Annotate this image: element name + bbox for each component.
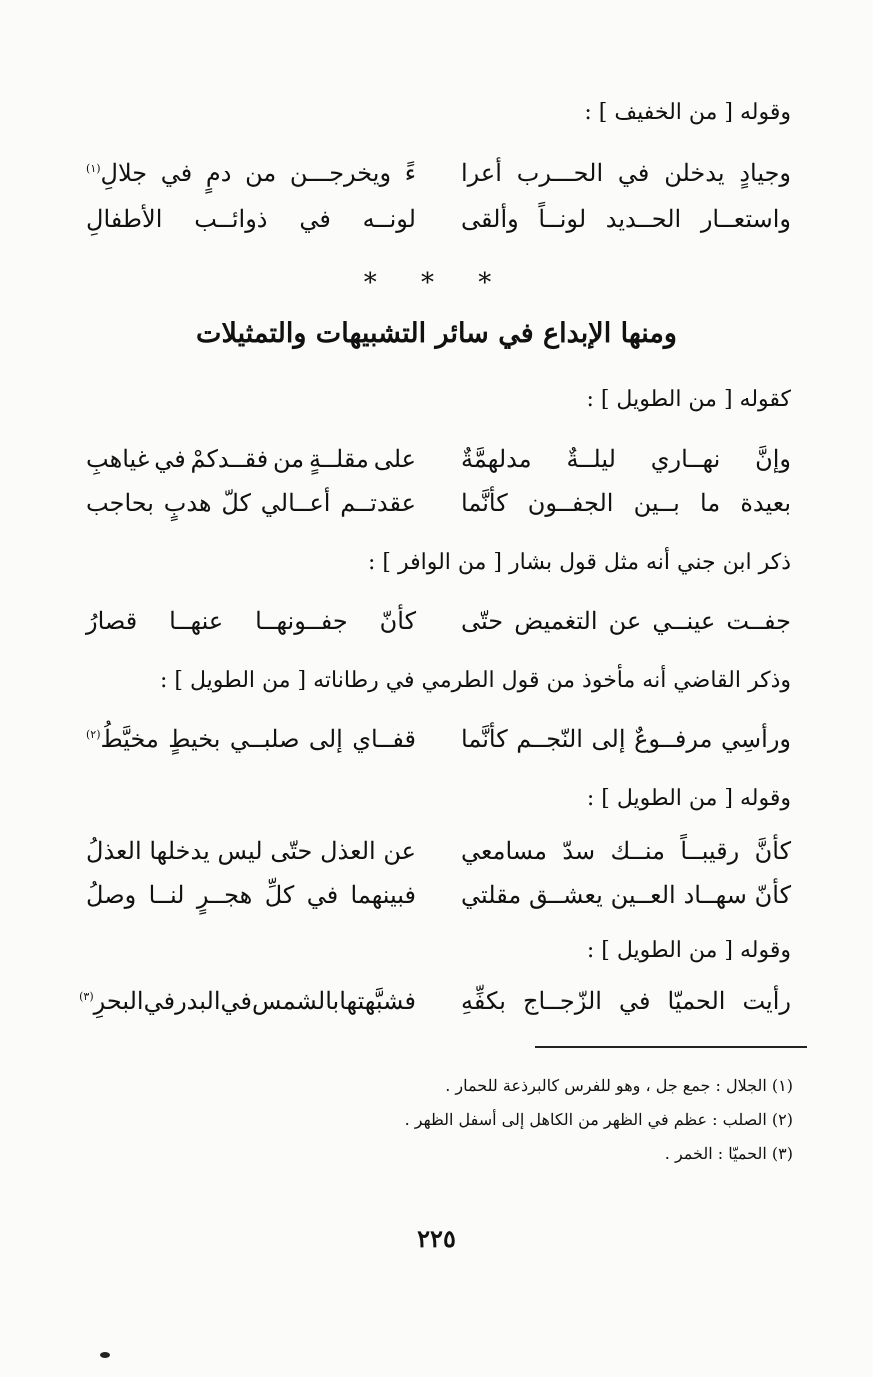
word: وجيادٍ — [739, 159, 791, 187]
word: دمٍ — [205, 159, 232, 187]
word: بالشمس — [252, 987, 340, 1015]
footnote: (٣) الحميّا : الخمر . — [664, 1144, 793, 1163]
word: إلى — [308, 725, 343, 753]
word: العذلُ — [86, 837, 142, 865]
first-hemistich — [461, 832, 791, 870]
word: كأنّ — [379, 607, 416, 635]
word: منــك — [610, 837, 665, 865]
first-hemistich — [461, 484, 791, 522]
word: الحـــرب — [516, 159, 604, 187]
word: كأنَّما — [461, 489, 508, 517]
verse-line — [86, 484, 791, 522]
first-hemistich — [461, 876, 791, 914]
word: في — [299, 205, 331, 233]
word: ءً — [404, 159, 416, 187]
word: وألقى — [461, 205, 519, 233]
word: قصارُ — [86, 607, 138, 635]
verse-line — [86, 200, 791, 238]
word: يدخلن — [664, 159, 725, 187]
second-hemistich: فشبَّهتها بالشمس في البدر في البحرِ(٣) — [86, 982, 416, 1020]
intro-line: وقوله [ من الخفيف ] : — [584, 100, 791, 125]
word: في — [160, 159, 193, 187]
word: بحاجب — [86, 489, 154, 517]
word: من — [273, 445, 305, 473]
second-hemistich — [86, 602, 416, 640]
word: فشبَّهتها — [339, 987, 416, 1015]
footnote-divider — [535, 1046, 807, 1048]
word: حتّى — [270, 837, 313, 865]
word: كلِّ — [264, 881, 295, 909]
verse-line — [86, 440, 791, 478]
word: رقيبــاً — [680, 837, 740, 865]
section-separator: * * * — [363, 268, 510, 298]
word: مسامعي — [461, 837, 548, 865]
word: من — [245, 159, 277, 187]
word: التغميض — [514, 607, 598, 635]
word: ورأسِي — [721, 725, 791, 753]
word: الأطفالِ — [86, 205, 163, 233]
word: في — [143, 987, 176, 1015]
word: مدلهمَّةٌ — [461, 445, 532, 473]
word: في — [306, 881, 339, 909]
word: الجفــون — [527, 489, 614, 517]
word: كأنَّما — [461, 725, 508, 753]
word: عن — [383, 837, 416, 865]
word: ويخرجـــن — [289, 159, 392, 187]
word: واستعــار — [700, 205, 791, 233]
second-hemistich — [86, 876, 416, 914]
verse-line — [86, 154, 791, 192]
first-hemistich — [461, 602, 791, 640]
word: بــين — [633, 489, 680, 517]
word: عينــي — [652, 607, 716, 635]
word: حتّى — [461, 607, 504, 635]
word: النّجــم — [516, 725, 583, 753]
word: العذل — [320, 837, 376, 865]
word: هدبٍ — [163, 489, 212, 517]
intro-line: ذكر ابن جني أنه مثل قول بشار [ من الوافر ] : — [367, 550, 791, 575]
word: عنهــا — [169, 607, 224, 635]
word: بعيدة — [740, 489, 791, 517]
first-hemistich — [461, 154, 791, 192]
word: مقلــةٍ — [309, 445, 369, 473]
word: مخيَّطُ — [100, 725, 159, 753]
word: الحــديد — [605, 205, 682, 233]
word: مرفــوعٌ — [634, 725, 713, 753]
word: جلالِ — [100, 159, 148, 187]
word: ليس — [217, 837, 263, 865]
word: البدر — [175, 987, 221, 1015]
intro-line: كقوله [ من الطويل ] : — [586, 387, 791, 412]
word: ذوائــب — [194, 205, 268, 233]
word: لنــا — [148, 881, 185, 909]
verse-line — [86, 602, 791, 640]
word: صلبــي — [229, 725, 300, 753]
word: مقلتي — [461, 881, 522, 909]
word: هجــرٍ — [196, 881, 253, 909]
word: في — [154, 445, 186, 473]
word: ما — [700, 489, 721, 517]
word: لونــاً — [538, 205, 587, 233]
second-hemistich — [86, 440, 416, 478]
word: جفــونهــا — [255, 607, 348, 635]
word: على — [373, 445, 416, 473]
intro-line: وقوله [ من الطويل ] : — [586, 786, 791, 811]
footnote: (٢) الصلب : عظم في الظهر من الكاهل إلى أسفل الظهر . — [404, 1110, 793, 1129]
word: في — [619, 987, 651, 1015]
word: وإنَّ — [755, 445, 791, 473]
word: لونــه — [362, 205, 416, 233]
first-hemistich — [461, 440, 791, 478]
word: الحميّا — [667, 987, 726, 1015]
page-number: ٢٢٥ — [417, 1224, 456, 1253]
word: كأنّ — [754, 881, 791, 909]
word: يعشــق — [529, 881, 603, 909]
second-hemistich: ءً ويخرجـــن من دمٍ في جلالِ(١) — [86, 154, 416, 192]
word: جفــت — [726, 607, 791, 635]
intro-line: وقوله [ من الطويل ] : — [586, 938, 791, 963]
word: فبينهما — [350, 881, 416, 909]
word: في — [617, 159, 650, 187]
word: أعــالي — [260, 489, 331, 517]
second-hemistich: قفــاي إلى صلبــي بخيطٍ مخيَّطُ(٢) — [86, 720, 416, 758]
section-heading: ومنها الإبداع في سائر التشبيهات والتمثيلات — [196, 318, 677, 349]
word: الزّجــاج — [523, 987, 602, 1015]
word: وصلُ — [86, 881, 137, 909]
word: غياهبِ — [86, 445, 150, 473]
word: عن — [608, 607, 642, 635]
intro-line: وذكر القاضي أنه مأخوذ من قول الطرمي في رطاناته [ من الطويل ] : — [160, 668, 791, 693]
word: فقــدكمْ — [190, 445, 269, 473]
word: إلى — [591, 725, 626, 753]
word: بخيطٍ — [168, 725, 221, 753]
word: نهــاري — [650, 445, 721, 473]
first-hemistich — [461, 720, 791, 758]
footnote: (١) الجلال : جمع جل ، وهو للفرس كالبرذعة للحمار . — [445, 1076, 793, 1095]
word: بكفِّهِ — [461, 987, 506, 1015]
word: يدخلها — [149, 837, 210, 865]
word: أعرا — [461, 159, 502, 187]
word: كلّ — [221, 489, 251, 517]
second-hemistich — [86, 200, 416, 238]
first-hemistich — [461, 982, 791, 1020]
verse-line — [86, 876, 791, 914]
word: كأنَّ — [754, 837, 791, 865]
second-hemistich — [86, 484, 416, 522]
verse-line — [86, 832, 791, 870]
scan-speck — [100, 1352, 110, 1358]
word: البحرِ — [93, 987, 144, 1015]
word: في — [220, 987, 252, 1015]
word: سدّ — [562, 837, 596, 865]
verse-line — [79, 982, 791, 1020]
second-hemistich — [86, 832, 416, 870]
word: قفــاي — [352, 725, 416, 753]
word: عقدتــم — [340, 489, 416, 517]
verse-line — [86, 720, 791, 758]
word: رأيت — [742, 987, 791, 1015]
first-hemistich — [461, 200, 791, 238]
word: العــين — [610, 881, 676, 909]
word: ليلــةٌ — [566, 445, 616, 473]
word: سهــاد — [683, 881, 747, 909]
